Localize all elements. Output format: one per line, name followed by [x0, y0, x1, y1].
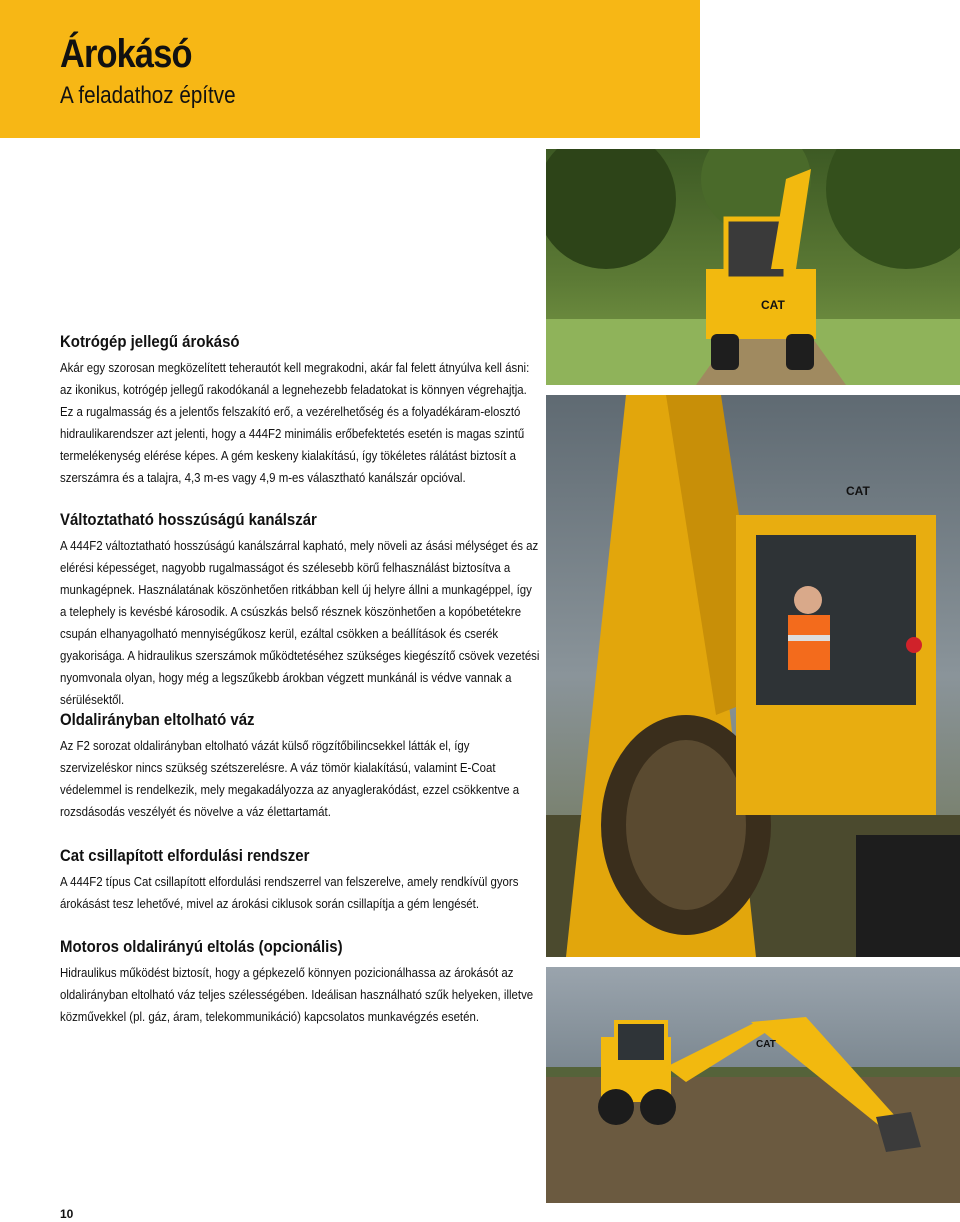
section-body: A 444F2 változtatható hosszúságú kanálszárral kapható, mely növeli az ásási mélységet és az elérési képességet, nagyobb rugalmasságot és szélesebb körű felhasználást biztosítva a munkagépnek. Használatának köszönhetően ritkábban kell új helyre állni a munkagéppel, így a telephely is kevésbé károsodik. A csúszkás belső résznek köszönhetően a kopóbetétekre csupán elhanyagolható mennyiségűkosz kerül, ezáltal csökken a beállítások és cserék gyakorisága. A hidraulikus szerszámok működtetéséhez szükséges kiegészítő csövek vezetési nyomvonala olyan, hogy még a legszűkebb árokban végzett munkánál is védve vannak a sérülésektől.	[60, 538, 540, 707]
section-body: Akár egy szorosan megközelített teherautót kell megrakodni, akár fal felett átnyúlva kell ásni: az ikonikus, kotrógép jellegű rakodókanál a legnehezebb feladatokat is könnyen végrehajtja. Ez a rugalmasság és a jelentős felszakító erő, a vezérelhetőség és a folyadékáram-elosztó hidraulikarendszer azt jelenti, hogy a 444F2 minimális erőbefektetés esetén is magas szintű termelékenység elérése képes. A gém keskeny kialakítású, így tökéletes rálátást biztosít a szerszámra és a talajra, 4,3 m-es vagy 4,9 m-es választható kanálszár opcióval.	[60, 360, 530, 485]
section-heading: Oldalirányban eltolható váz	[60, 710, 255, 729]
photo-backhoe-field	[546, 967, 960, 1203]
header-banner	[0, 0, 700, 138]
photo-backhoe-forest	[546, 149, 960, 385]
section-body: Hidraulikus működést biztosít, hogy a gépkezelő könnyen pozicionálhassa az árokásót az oldalirányban eltolható váz teljes szélességében. Ideálisan használható szűk helyeken, illetve közművekkel (pl. gáz, áram, telekommunikáció) kapcsolatos munkavégzés esetén.	[60, 965, 534, 1024]
cat-logo: CAT	[846, 484, 870, 498]
page-subtitle: A feladathoz építve	[60, 82, 236, 109]
cat-logo: CAT	[761, 298, 785, 312]
page-title: Árokásó	[60, 32, 192, 76]
page-number: 10	[60, 1207, 74, 1221]
section-heading: Kotrógép jellegű árokásó	[60, 332, 240, 351]
section-heading: Változtatható hosszúságú kanálszár	[60, 510, 317, 529]
section-body: A 444F2 típus Cat csillapított elfordulási rendszerrel van felszerelve, amely rendkívül gyors árokásást tesz lehetővé, mivel az árokási ciklusok során csillapítja a gém lengését.	[60, 874, 519, 911]
section-sideshift-frame	[60, 709, 540, 823]
section-powered-sideshift	[60, 936, 540, 1028]
section-swing-damping	[60, 845, 540, 915]
section-heading: Cat csillapított elfordulási rendszer	[60, 846, 310, 865]
section-trenching	[60, 331, 540, 489]
section-extendable-stick	[60, 509, 540, 711]
cat-logo: CAT	[756, 1039, 776, 1050]
section-body: Az F2 sorozat oldalirányban eltolható vázát külső rögzítőbilincsekkel látták el, így szervizeléskor nincs szükség szétszerelésre. A váz tömör kialakítású, valamint E-Coat védelemmel is rendelkezik, mely megakadályozza az anyaglerakódást, ezzel csökkentve a rozsdásodás veszélyét és növelve a váz élettartamát.	[60, 738, 520, 819]
photo-operator-cab	[546, 395, 960, 957]
section-heading: Motoros oldalirányú eltolás (opcionális)	[60, 937, 343, 956]
